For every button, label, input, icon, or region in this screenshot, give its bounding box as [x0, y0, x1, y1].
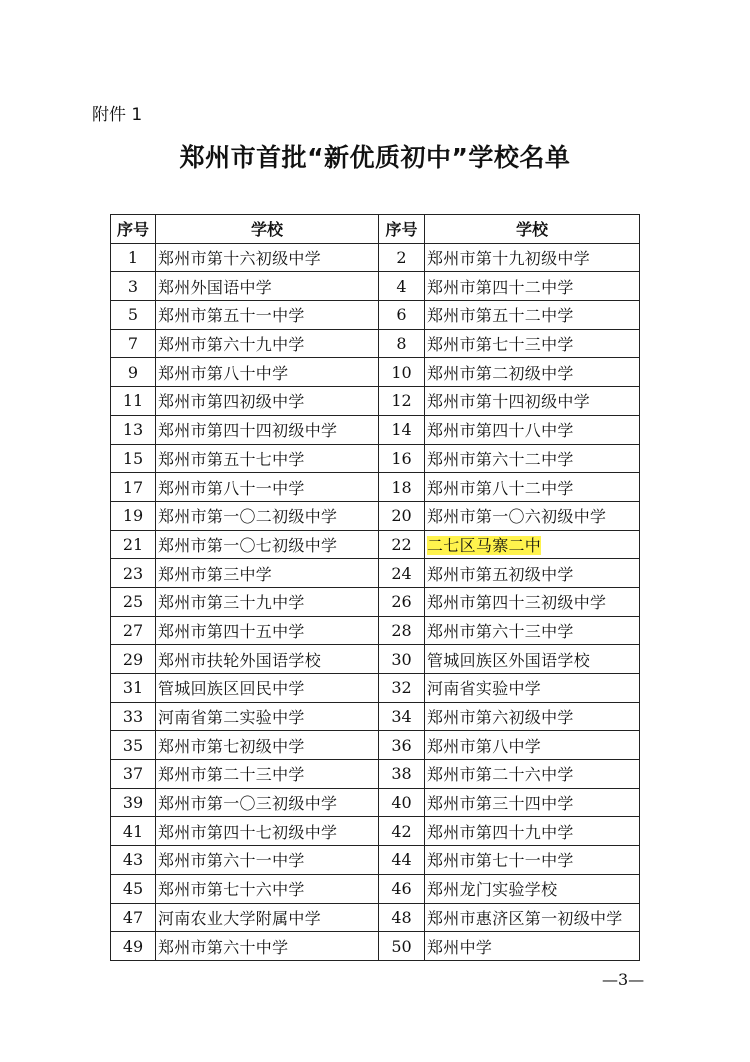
left-school-cell: 郑州市第五十七中学: [156, 444, 379, 473]
right-no-cell: 44: [379, 846, 425, 875]
right-no-cell: 38: [379, 760, 425, 789]
table-header-row: [111, 215, 640, 244]
left-no-cell: 41: [111, 817, 156, 846]
left-school-cell: 郑州市第七初级中学: [156, 731, 379, 760]
right-school-cell: 郑州市第三十四中学: [425, 788, 640, 817]
left-no-cell: 33: [111, 702, 156, 731]
right-school-cell: 郑州市第四十九中学: [425, 817, 640, 846]
annex-label: 附件 1: [92, 105, 143, 125]
left-no-cell: 21: [111, 530, 156, 559]
table-row: [111, 731, 640, 760]
left-school-cell: 郑州市第七十六中学: [156, 874, 379, 903]
right-school-cell: 郑州龙门实验学校: [425, 874, 640, 903]
school-list-table: [110, 214, 640, 961]
right-no-cell: 24: [379, 559, 425, 588]
table-row: [111, 444, 640, 473]
table-row: [111, 415, 640, 444]
header-no-right: 序号: [379, 215, 425, 244]
table-row: [111, 874, 640, 903]
right-school-cell: 郑州市第五十二中学: [425, 301, 640, 330]
left-no-cell: 37: [111, 760, 156, 789]
right-school-cell: 郑州中学: [425, 932, 640, 961]
table-row: [111, 329, 640, 358]
left-no-cell: 15: [111, 444, 156, 473]
right-school-cell: 郑州市第十九初级中学: [425, 243, 640, 272]
left-school-cell: 郑州市第八十一中学: [156, 473, 379, 502]
right-school-cell: 郑州市第五初级中学: [425, 559, 640, 588]
right-no-cell: 40: [379, 788, 425, 817]
table-row: [111, 817, 640, 846]
left-no-cell: 35: [111, 731, 156, 760]
right-no-cell: 48: [379, 903, 425, 932]
left-school-cell: 河南农业大学附属中学: [156, 903, 379, 932]
right-school-cell: 郑州市第四十八中学: [425, 415, 640, 444]
table-row: [111, 272, 640, 301]
left-no-cell: 27: [111, 616, 156, 645]
right-school-cell: 郑州市第六十二中学: [425, 444, 640, 473]
right-school-cell: 郑州市第七十三中学: [425, 329, 640, 358]
right-no-cell: 14: [379, 415, 425, 444]
right-no-cell: 32: [379, 674, 425, 703]
left-no-cell: 45: [111, 874, 156, 903]
left-no-cell: 25: [111, 587, 156, 616]
page-number: —3—: [602, 970, 645, 989]
right-school-cell: 郑州市第二初级中学: [425, 358, 640, 387]
left-no-cell: 43: [111, 846, 156, 875]
right-no-cell: 10: [379, 358, 425, 387]
table-row: [111, 530, 640, 559]
left-no-cell: 3: [111, 272, 156, 301]
left-school-cell: 郑州外国语中学: [156, 272, 379, 301]
right-no-cell: 50: [379, 932, 425, 961]
right-school-cell: 郑州市第八十二中学: [425, 473, 640, 502]
left-no-cell: 5: [111, 301, 156, 330]
left-school-cell: 郑州市第五十一中学: [156, 301, 379, 330]
left-no-cell: 47: [111, 903, 156, 932]
left-school-cell: 郑州市第十六初级中学: [156, 243, 379, 272]
right-school-cell: 郑州市第六十三中学: [425, 616, 640, 645]
right-school-cell: 郑州市第八中学: [425, 731, 640, 760]
table-row: [111, 645, 640, 674]
right-school-cell: 郑州市第六初级中学: [425, 702, 640, 731]
right-school-cell: 管城回族区外国语学校: [425, 645, 640, 674]
table-row: [111, 616, 640, 645]
header-school-right: 学校: [425, 215, 640, 244]
right-school-cell: [425, 530, 640, 559]
right-no-cell: 2: [379, 243, 425, 272]
left-no-cell: 49: [111, 932, 156, 961]
right-no-cell: 30: [379, 645, 425, 674]
left-no-cell: 9: [111, 358, 156, 387]
right-no-cell: 34: [379, 702, 425, 731]
right-no-cell: 12: [379, 387, 425, 416]
table-row: [111, 243, 640, 272]
left-school-cell: 郑州市第六十九中学: [156, 329, 379, 358]
left-no-cell: 23: [111, 559, 156, 588]
left-school-cell: 郑州市第三十九中学: [156, 587, 379, 616]
right-no-cell: 26: [379, 587, 425, 616]
left-school-cell: 郑州市第四十四初级中学: [156, 415, 379, 444]
right-no-cell: 46: [379, 874, 425, 903]
right-no-cell: 22: [379, 530, 425, 559]
left-school-cell: 郑州市扶轮外国语学校: [156, 645, 379, 674]
left-school-cell: 郑州市第一〇二初级中学: [156, 501, 379, 530]
right-school-cell: 郑州市第七十一中学: [425, 846, 640, 875]
left-school-cell: 郑州市第四十七初级中学: [156, 817, 379, 846]
right-no-cell: 28: [379, 616, 425, 645]
document-title: 郑州市首批“新优质初中”学校名单: [179, 143, 571, 172]
table-row: [111, 473, 640, 502]
left-school-cell: 河南省第二实验中学: [156, 702, 379, 731]
left-school-cell: 郑州市第一〇七初级中学: [156, 530, 379, 559]
left-no-cell: 29: [111, 645, 156, 674]
right-school-cell: 郑州市第一〇六初级中学: [425, 501, 640, 530]
table-row: [111, 903, 640, 932]
table-row: [111, 846, 640, 875]
left-no-cell: 7: [111, 329, 156, 358]
table-row: [111, 559, 640, 588]
right-no-cell: 42: [379, 817, 425, 846]
table-row: [111, 587, 640, 616]
table-row: [111, 358, 640, 387]
table-row: [111, 301, 640, 330]
right-no-cell: 20: [379, 501, 425, 530]
left-no-cell: 11: [111, 387, 156, 416]
header-school-left: 学校: [156, 215, 379, 244]
right-school-cell: 郑州市第十四初级中学: [425, 387, 640, 416]
table-row: [111, 387, 640, 416]
table-row: [111, 702, 640, 731]
left-school-cell: 郑州市第六十一中学: [156, 846, 379, 875]
highlighted-school-name: 二七区马寨二中: [427, 535, 542, 555]
left-school-cell: 郑州市第三中学: [156, 559, 379, 588]
right-no-cell: 8: [379, 329, 425, 358]
table-row: [111, 788, 640, 817]
right-no-cell: 16: [379, 444, 425, 473]
right-no-cell: 6: [379, 301, 425, 330]
left-no-cell: 13: [111, 415, 156, 444]
left-no-cell: 17: [111, 473, 156, 502]
header-no-left: 序号: [111, 215, 156, 244]
left-school-cell: 郑州市第二十三中学: [156, 760, 379, 789]
left-school-cell: 郑州市第一〇三初级中学: [156, 788, 379, 817]
right-school-cell: 郑州市惠济区第一初级中学: [425, 903, 640, 932]
right-school-cell: 郑州市第二十六中学: [425, 760, 640, 789]
table-row: [111, 760, 640, 789]
left-no-cell: 31: [111, 674, 156, 703]
right-school-cell: 郑州市第四十三初级中学: [425, 587, 640, 616]
right-school-cell: 河南省实验中学: [425, 674, 640, 703]
left-no-cell: 19: [111, 501, 156, 530]
table-row: [111, 932, 640, 961]
left-school-cell: 管城回族区回民中学: [156, 674, 379, 703]
table-row: [111, 674, 640, 703]
right-no-cell: 18: [379, 473, 425, 502]
right-no-cell: 4: [379, 272, 425, 301]
left-no-cell: 39: [111, 788, 156, 817]
left-school-cell: 郑州市第六十中学: [156, 932, 379, 961]
left-school-cell: 郑州市第八十中学: [156, 358, 379, 387]
right-school-cell: 郑州市第四十二中学: [425, 272, 640, 301]
table-row: [111, 501, 640, 530]
right-no-cell: 36: [379, 731, 425, 760]
left-no-cell: 1: [111, 243, 156, 272]
left-school-cell: 郑州市第四十五中学: [156, 616, 379, 645]
left-school-cell: 郑州市第四初级中学: [156, 387, 379, 416]
